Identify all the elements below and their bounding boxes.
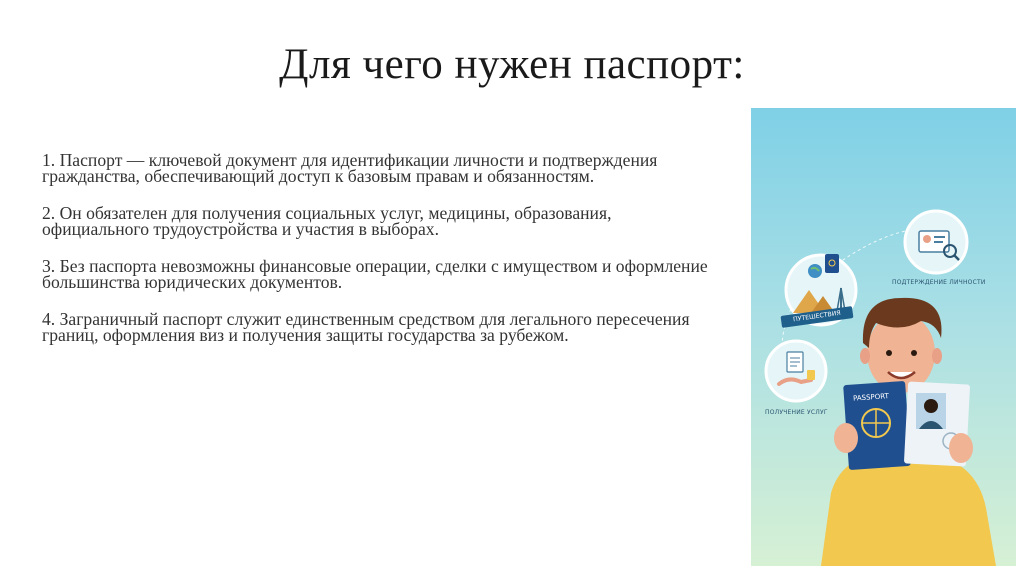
- paragraph-1: 1. Паспорт — ключевой документ для идентификации личности и подтверждения гражданства, обеспечивающий доступ к базовым правам и обязанностям.: [42, 150, 658, 186]
- paragraph-3: 3. Без паспорта невозможны финансовые операции, сделки с имуществом и оформление большинства юридических документов.: [42, 256, 708, 292]
- passport-illustration: [751, 108, 1016, 566]
- identity-label: ПОДТЕРЖДЕНИЕ ЛИЧНОСТИ: [892, 279, 986, 286]
- paragraph-2: 2. Он обязателен для получения социальных услуг, медицины, образования, официального трудоустройства и участия в выборах.: [42, 203, 612, 239]
- services-icon: [766, 341, 826, 401]
- person-figure: [821, 298, 996, 566]
- services-label: ПОЛУЧЕНИЕ УСЛУГ: [765, 409, 828, 416]
- passport-cover-text: PASSPORT: [852, 392, 890, 403]
- slide-title: Для чего нужен паспорт:: [279, 41, 745, 88]
- slide-body: [42, 152, 722, 364]
- travel-banner: ПУТЕШЕСТВИЯ: [781, 306, 854, 328]
- illustration-art: [751, 108, 1016, 566]
- identity-icon: [905, 211, 967, 273]
- paragraph-4: 4. Заграничный паспорт служит единственным средством для легального пересечения границ, оформления виз и получения защиты государства за рубежом.: [42, 309, 690, 345]
